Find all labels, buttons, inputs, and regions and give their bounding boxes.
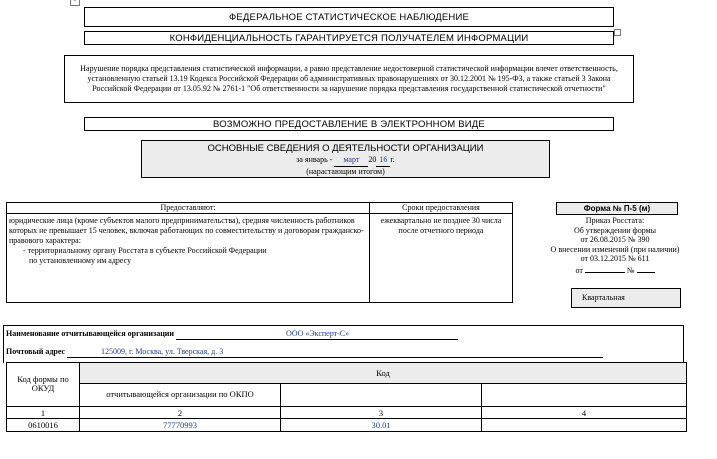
- codes-table: [6, 362, 687, 432]
- confidentiality-text: КОНФИДЕНЦИАЛЬНОСТЬ ГАРАНТИРУЕТСЯ ПОЛУЧАТЕЛЕМ ИНФОРМАЦИИ: [169, 32, 529, 44]
- electronic-box: [84, 117, 614, 131]
- report-cumulative: (нарастающим итогом): [306, 167, 385, 176]
- period-year[interactable]: 16: [376, 154, 390, 167]
- submission-table: [6, 202, 513, 303]
- deadline-header: Сроки предоставления: [402, 203, 480, 212]
- col-number-2: 2: [80, 406, 281, 419]
- col4-value[interactable]: [482, 419, 687, 432]
- period-year-suffix: г.: [390, 155, 395, 164]
- order-label: Приказ Росстата:: [585, 216, 645, 225]
- col4-header-cell: [482, 383, 687, 406]
- changes-label: О внесении изменений (при наличии): [550, 244, 680, 254]
- legal-warning-box: [64, 55, 634, 103]
- legal-warning-text: Нарушение порядка представления статистической информации, а равно представление недостоверной статистической информации влечет ответственность, установленную статьей 13.19 Кодекса Российской Федерации об административных правонарушениях от 30.12.2001 № 195-ФЗ, а также статьей 3 Закона Российской Федерации от 13.05.92 № 2761-1 "Об ответственности за нарушение порядка представления государственной статистической отчетности": [80, 64, 618, 93]
- blank-number-field[interactable]: [637, 264, 655, 273]
- organization-name-row: [6, 329, 676, 340]
- submitters-address: по установленному им адресу: [29, 256, 132, 265]
- changes-blank: [515, 264, 715, 276]
- col3-header-cell: [281, 383, 482, 406]
- submitters-header: Предоставляют:: [160, 203, 216, 212]
- postal-address-label: Почтовый адрес: [6, 347, 66, 356]
- period-prefix: за январь -: [296, 155, 333, 164]
- blank-from-field[interactable]: [585, 264, 625, 273]
- code-header-cell: [80, 363, 687, 384]
- period-month[interactable]: март: [334, 154, 368, 167]
- form-number: Форма № П-5 (м): [583, 204, 651, 213]
- report-title-box: [141, 140, 550, 178]
- okud-value[interactable]: 0610016: [7, 419, 80, 432]
- approval-date: от 26.08.2015 № 390: [580, 235, 650, 244]
- okpo-header-cell: [80, 383, 281, 406]
- federal-observation-box: [84, 7, 614, 27]
- move-handle-icon[interactable]: +: [70, 0, 80, 6]
- submission-divider: [369, 203, 370, 302]
- form-orders: [515, 216, 715, 275]
- confidentiality-box: [84, 31, 614, 45]
- deadline-text: ежеквартально не позднее 30 числа после отчетного периода: [380, 216, 502, 235]
- report-title: ОСНОВНЫЕ СВЕДЕНИЯ О ДЕЯТЕЛЬНОСТИ ОРГАНИЗАЦИИ: [207, 143, 484, 154]
- postal-address-row: [6, 347, 676, 358]
- organization-name-value: ООО «Эксперт-С»: [286, 329, 350, 338]
- col3-value[interactable]: 30.01: [281, 419, 482, 432]
- approval-label: Об утверждении формы: [573, 225, 657, 235]
- period-year-prefix: 20: [368, 155, 377, 164]
- report-period: [142, 154, 549, 167]
- col-number-4: 4: [482, 406, 687, 419]
- electronic-text: ВОЗМОЖНО ПРЕДОСТАВЛЕНИЕ В ЭЛЕКТРОННОМ ВИДЕ: [213, 118, 485, 130]
- submitters-who: юридические лица (кроме субъектов малого предпринимательства), средняя численность работников которых не превышает 15 человек, включая работающих по совместительству и договорам гражданско-правового характера:: [9, 216, 364, 245]
- okud-header: Код формы по ОКУД: [17, 374, 69, 394]
- postal-address-value: 125009, г. Москва, ул. Тверская, д. 3: [101, 347, 224, 356]
- organization-name-field[interactable]: [176, 329, 458, 340]
- blank-from: от: [575, 265, 585, 275]
- corner-marker: [614, 29, 621, 36]
- organization-name-label: Наименование отчитывающейся организации: [6, 329, 175, 338]
- okud-header-cell: [7, 363, 80, 407]
- okpo-value[interactable]: 77770993: [80, 419, 281, 432]
- postal-address-field[interactable]: [67, 347, 603, 358]
- code-header: Код: [376, 367, 390, 378]
- periodicity-box: [571, 288, 681, 308]
- submitters-text: [9, 216, 367, 266]
- changes-date: от 03.12.2015 № 611: [580, 254, 650, 263]
- col-number-1: 1: [7, 406, 80, 419]
- federal-observation-title: ФЕДЕРАЛЬНОЕ СТАТИСТИЧЕСКОЕ НАБЛЮДЕНИЕ: [228, 11, 470, 23]
- okpo-header: отчитывающейся организации по ОКПО: [106, 389, 254, 400]
- submitters-recipient: - территориальному органу Росстата в субъекте Российской Федерации: [23, 246, 267, 255]
- form-number-box: [556, 202, 678, 215]
- periodicity-value: Квартальная: [582, 293, 625, 302]
- blank-number: №: [626, 265, 637, 275]
- col-number-3: 3: [281, 406, 482, 419]
